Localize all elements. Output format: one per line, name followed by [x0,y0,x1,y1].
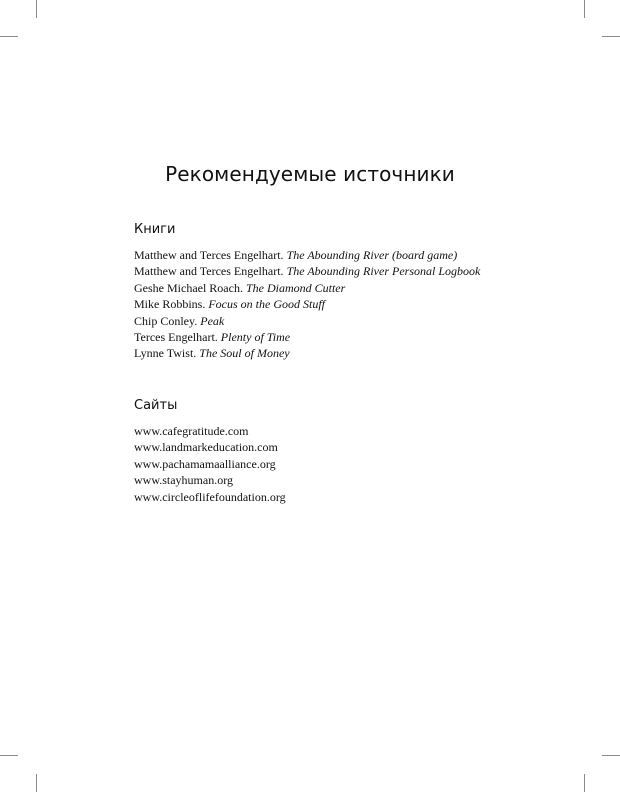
page-title: Рекомендуемые источники [165,162,455,186]
website-entry: www.stayhuman.org [134,473,233,488]
book-author: Terces Engelhart. [134,330,218,345]
book-author: Lynne Twist. [134,346,197,361]
crop-mark-bottom-right [584,774,585,792]
website-entry: www.cafegratitude.com [134,424,249,438]
website-entry: www.pachamamaalliance.org [134,456,276,471]
crop-mark-bottom-left [36,774,37,792]
book-author: Matthew and Terces Engelhart. [134,264,284,279]
website-entry: www.landmarkeducation.com [134,440,278,455]
website-entry: www.circleoflifefoundation.org [134,489,286,504]
crop-mark-top-left [36,0,37,18]
crop-mark-top-right-h [602,36,620,37]
websites-list [134,423,286,505]
books-heading: Книги [134,222,176,237]
crop-mark-bottom-left-h [0,755,18,756]
book-title: The Soul of Money [199,346,290,361]
book-entry [134,247,480,263]
book-title: The Abounding River Personal Logbook [286,264,481,279]
book-entry [134,296,480,312]
book-entry [134,263,480,279]
book-title: Focus on the Good Stuff [208,297,325,312]
book-title: Peak [200,313,225,328]
book-title: Plenty of Time [220,330,291,345]
book-entry [134,313,480,329]
crop-mark-top-right [584,0,585,18]
crop-mark-top-left-h [0,36,18,37]
book-entry [134,329,480,345]
book-author: Mike Robbins. [134,297,206,312]
books-list [134,247,480,362]
book-author: Matthew and Terces Engelhart. [134,248,284,262]
book-author: Geshe Michael Roach. [134,280,243,295]
book-author: Chip Conley. [134,313,198,328]
book-title: The Abounding River (board game) [286,248,458,262]
websites-heading: Сайты [134,398,178,413]
crop-mark-bottom-right-h [602,755,620,756]
book-title: The Diamond Cutter [245,280,346,295]
book-entry [134,280,480,296]
book-entry [134,345,480,361]
